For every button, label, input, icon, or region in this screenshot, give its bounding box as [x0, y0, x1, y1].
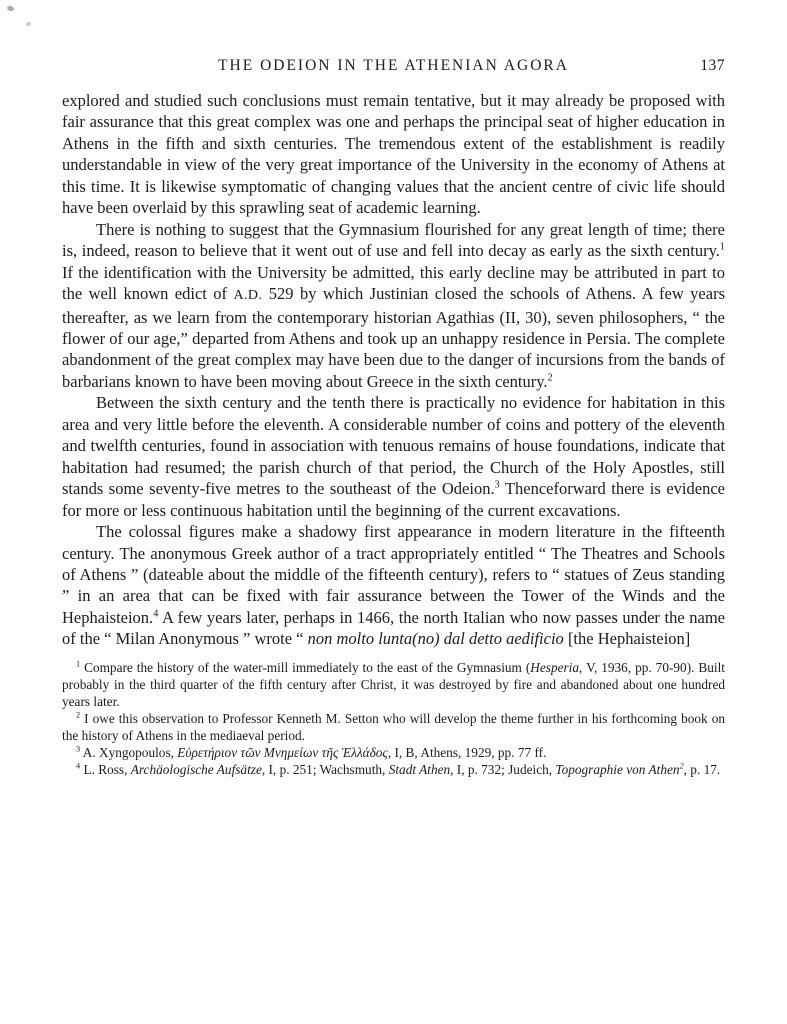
text-segment: , I, p. 251; Wachsmuth, [261, 761, 389, 777]
scan-artifact [6, 5, 14, 12]
text-segment: 529 by which Justinian closed the schools of Athens. A few years thereafter, as we learn from the contemporary historian Agathias (II, 30), seven philosophers, “ the flower of our age,” departed from Athens and took up an unhappy residence in Persia. The complete abandonment of the great complex may have been due to the danger of incursions from the bands of barbarians known to have been moving about Greece in the sixth century. [62, 284, 725, 391]
text-segment: If the identification with the University be admitted, this early decline may be attributed in part to the well known edict of [62, 262, 725, 304]
running-title: THE ODEION IN THE ATHENIAN AGORA [218, 57, 569, 74]
text-segment: L. Ross, [80, 761, 131, 777]
text-segment: Hesperia [530, 659, 580, 675]
paragraph-4 [62, 521, 725, 650]
text-segment: I owe this observation to Professor Kenneth M. Setton who will develop the theme further in his forthcoming book on the history of Athens in the mediaeval period. [62, 710, 725, 743]
text-segment: The colossal figures make a shadowy first appearance in modern literature in the fifteenth century. The anonymous Greek author of a tract appropriately entitled “ The Theatres and Schools of Athens ” (dateable about the middle of the fifteenth century), refers to “ statues of Zeus standing ” in an area that can be fixed with fair assurance between the Tower of the Winds and the Hephaisteion. [62, 522, 725, 627]
text-segment: Stadt Athen [388, 761, 451, 777]
text-segment: A. Xyngopoulos, [80, 744, 178, 760]
scan-artifact [26, 21, 32, 26]
footnotes [62, 659, 725, 778]
text-segment: A few years later, perhaps in 1466, the north Italian who now passes under the name of the “ Milan Anonymous ” wrote “ [62, 607, 725, 649]
text-segment: explored and studied such conclusions must remain tentative, but it may already be proposed with fair assurance that this great complex was one and perhaps the principal seat of higher education in Athens in the fifth and sixth centuries. The tremendous extent of the establishment is readily understandable in view of the very great importance of the University in the economy of Athens at this time. It is likewise symptomatic of changing values that the ancient centre of civic life should have been overlaid by this sprawling seat of academic learning. [62, 91, 725, 218]
paragraph-3 [62, 392, 725, 521]
text-segment: 2 [76, 710, 81, 720]
footnote-4 [62, 761, 725, 778]
text-segment: 3 [76, 744, 81, 754]
text-segment: Compare the history of the water-mill immediately to the east of the Gymnasium ( [80, 659, 531, 675]
text-segment: Εὑρετήριον τῶν Μνημείων τῆς Ἑλλάδος [177, 744, 388, 760]
text-segment: 2 [547, 372, 553, 384]
text-segment: 4 [153, 608, 159, 620]
text-segment: Between the sixth century and the tenth there is practically no evidence for habitation in this area and very little before the eleventh. A considerable number of coins and pottery of the eleventh and twelfth centuries, found in association with tenuous remains of house foundations, indicate that habitation had resumed; the parish church of that period, the Church of the Holy Apostles, still stands some seventy-five metres to the southeast of the Odeion. [62, 393, 725, 499]
text-segment: non molto lunta(no) dal detto aedificio [307, 629, 564, 649]
paragraph-1 [62, 90, 725, 219]
text-segment: 2 [679, 761, 684, 771]
text-segment: , I, B, Athens, 1929, pp. 77 ff. [387, 744, 547, 760]
text-segment: , I, p. 732; Judeich, [450, 761, 556, 777]
text-segment: 1 [76, 659, 81, 669]
text-segment: , p. 17. [683, 761, 721, 777]
text-segment: 4 [76, 761, 81, 771]
footnote-2 [62, 710, 725, 744]
page-header [62, 57, 725, 77]
body-text [62, 90, 725, 650]
footnote-3 [62, 744, 725, 761]
page-number: 137 [700, 57, 725, 74]
text-segment: , V, 1936, pp. 70-90). Built probably in the third quarter of the fifth century after Christ, it was destroyed by fire and abandoned about one hundred years later. [62, 659, 725, 709]
text-segment: [the Hephaisteion] [563, 629, 691, 649]
text-segment: Topographie von Athen [555, 761, 680, 777]
text-segment: Archäologische Aufsätze [130, 761, 262, 777]
text-segment: 3 [494, 479, 500, 491]
text-segment: There is nothing to suggest that the Gymnasium flourished for any great length of time; there is, indeed, reason to believe that it went out of use and fell into decay as early as the sixth century. [62, 219, 725, 261]
footnote-1 [62, 659, 725, 710]
text-segment: Thenceforward there is evidence for more or less continuous habitation until the beginning of the current excavations. [62, 479, 725, 520]
text-segment: 1 [719, 241, 725, 253]
text-segment: A.D. [233, 288, 263, 304]
paragraph-2 [62, 219, 725, 393]
